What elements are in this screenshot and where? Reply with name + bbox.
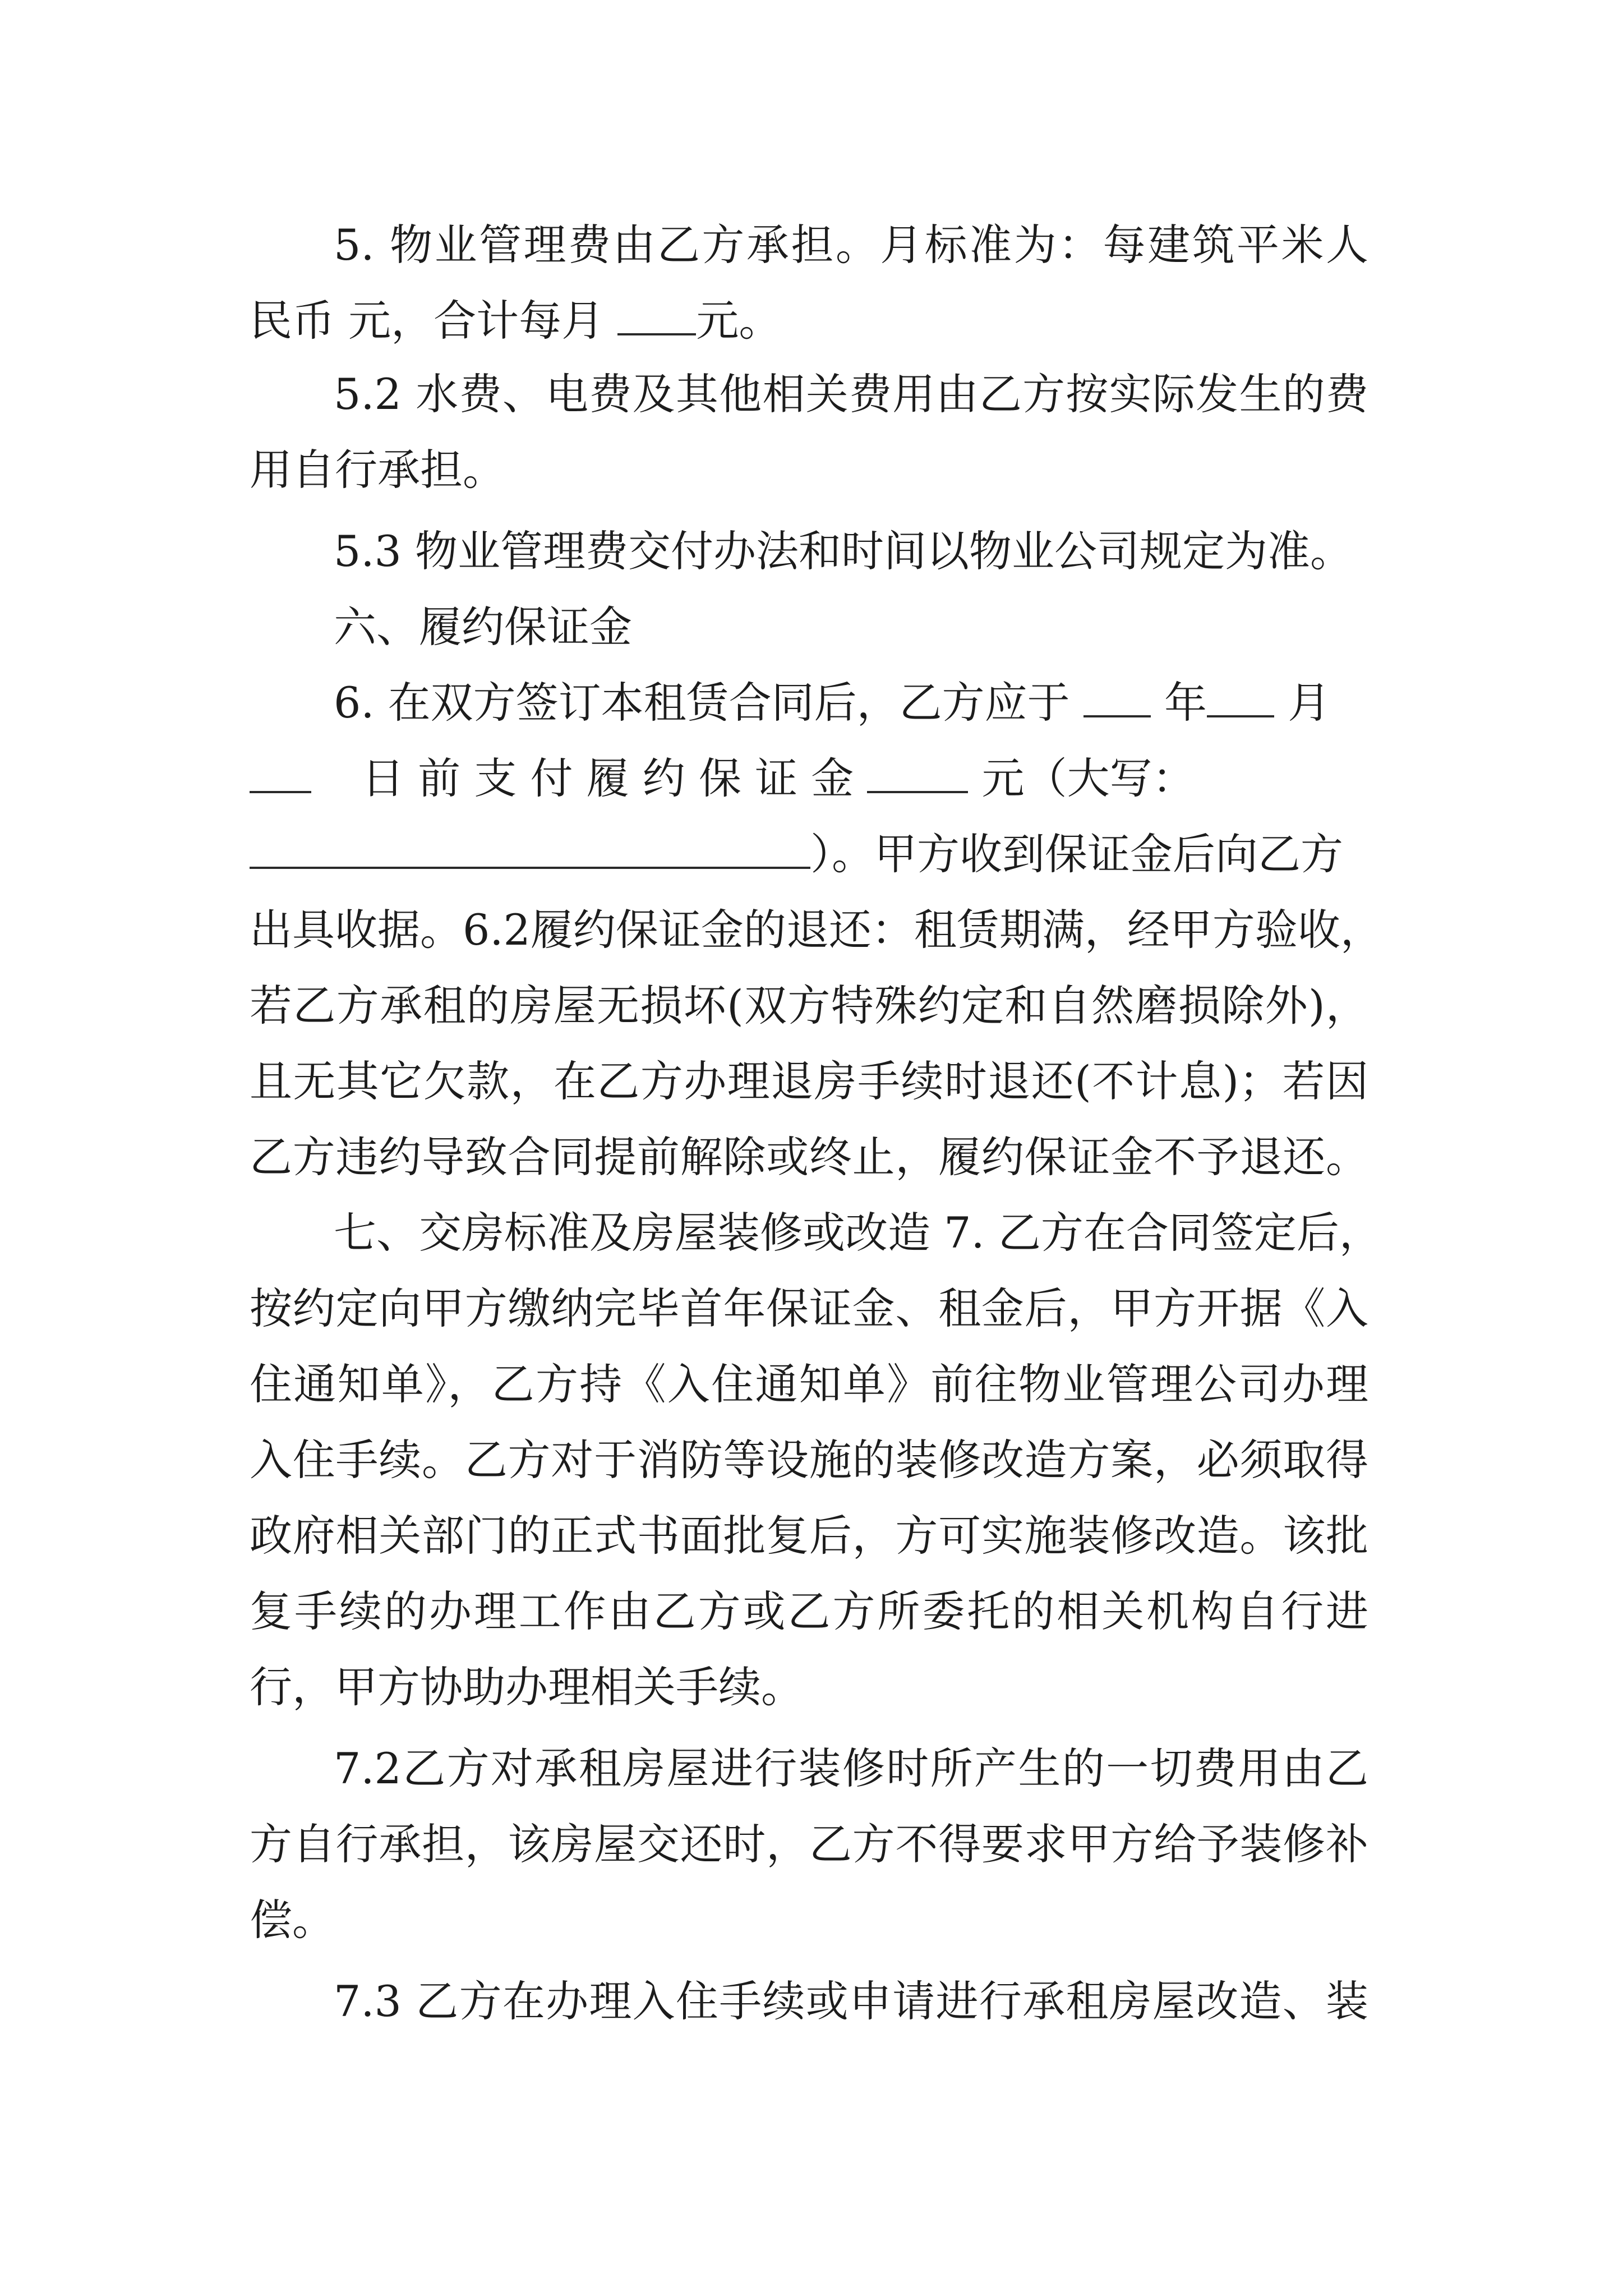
text-line: 七、交房标准及房屋装修或改造 7. 乙方在合同签定后， [334, 1208, 1382, 1258]
text-line: 用自行承担。 [250, 445, 505, 495]
fill-blank [1207, 673, 1274, 717]
text-line: 偿。 [250, 1895, 335, 1945]
text-line: 乙方违约导致合同提前解除或终止，履约保证金不予退还。 [250, 1132, 1368, 1182]
text-fragment: 元（大写： [981, 753, 1195, 803]
text-line: 入住手续。乙方对于消防等设施的装修改造方案，必须取得 [250, 1435, 1368, 1485]
text-line: 5. 物业管理费由乙方承担。月标准为：每建筑平米人 [334, 220, 1368, 270]
text-fragment: 年 [1164, 678, 1207, 728]
text-line: 5.2 水费、电费及其他相关费用由乙方按实际发生的费 [334, 369, 1368, 419]
text-line [250, 812, 1368, 896]
text-line: 政府相关部门的正式书面批复后，方可实施装修改造。该批 [250, 1511, 1368, 1561]
text-line: 方自行承担，该房屋交还时，乙方不得要求甲方给予装修补 [250, 1819, 1368, 1869]
fill-blank [250, 748, 311, 793]
text-line: 7.3 乙方在办理入住手续或申请进行承租房屋改造、装 [334, 1976, 1368, 2026]
text-line: 行，甲方协助办理相关手续。 [250, 1662, 804, 1712]
section-heading: 六、履约保证金 [334, 602, 632, 652]
text-line: 5.3 物业管理费交付办法和时间以物业公司规定为准。 [334, 526, 1353, 576]
text-fragment: ）。甲方收到保证金后向乙方 [810, 829, 1343, 879]
text-line: 且无其它欠款，在乙方办理退房手续时退还(不计息)；若因 [250, 1056, 1368, 1106]
text-fragment: 6. 在双方签订本租赁合同后，乙方应于 [334, 678, 1070, 728]
text-line [250, 737, 1368, 821]
text-line: 住通知单》，乙方持《入住通知单》前往物业管理公司办理 [250, 1359, 1368, 1409]
text-line [250, 279, 1368, 363]
fill-blank [1083, 673, 1151, 717]
text-line [334, 661, 1368, 745]
text-fragment: 月 [1288, 678, 1331, 728]
text-fragment: 元。 [696, 296, 782, 346]
text-line: 复手续的办理工作由乙方或乙方所委托的相关机构自行进 [250, 1586, 1368, 1636]
text-fragment: 日 前 支 付 履 约 保 证 金 [362, 753, 854, 803]
fill-blank [250, 824, 810, 869]
text-fragment: 民币 元，合计每月 [250, 296, 605, 346]
fill-blank [867, 748, 968, 793]
text-line: 若乙方承租的房屋无损坏(双方特殊约定和自然磨损除外)， [250, 981, 1368, 1030]
text-line: 按约定向甲方缴纳完毕首年保证金、租金后，甲方开据《入 [250, 1283, 1368, 1333]
text-line: 出具收据。6.2履约保证金的退还：租赁期满，经甲方验收， [250, 905, 1383, 955]
text-line: 7.2乙方对承租房屋进行装修时所产生的一切费用由乙 [334, 1743, 1368, 1793]
fill-blank [617, 291, 696, 335]
